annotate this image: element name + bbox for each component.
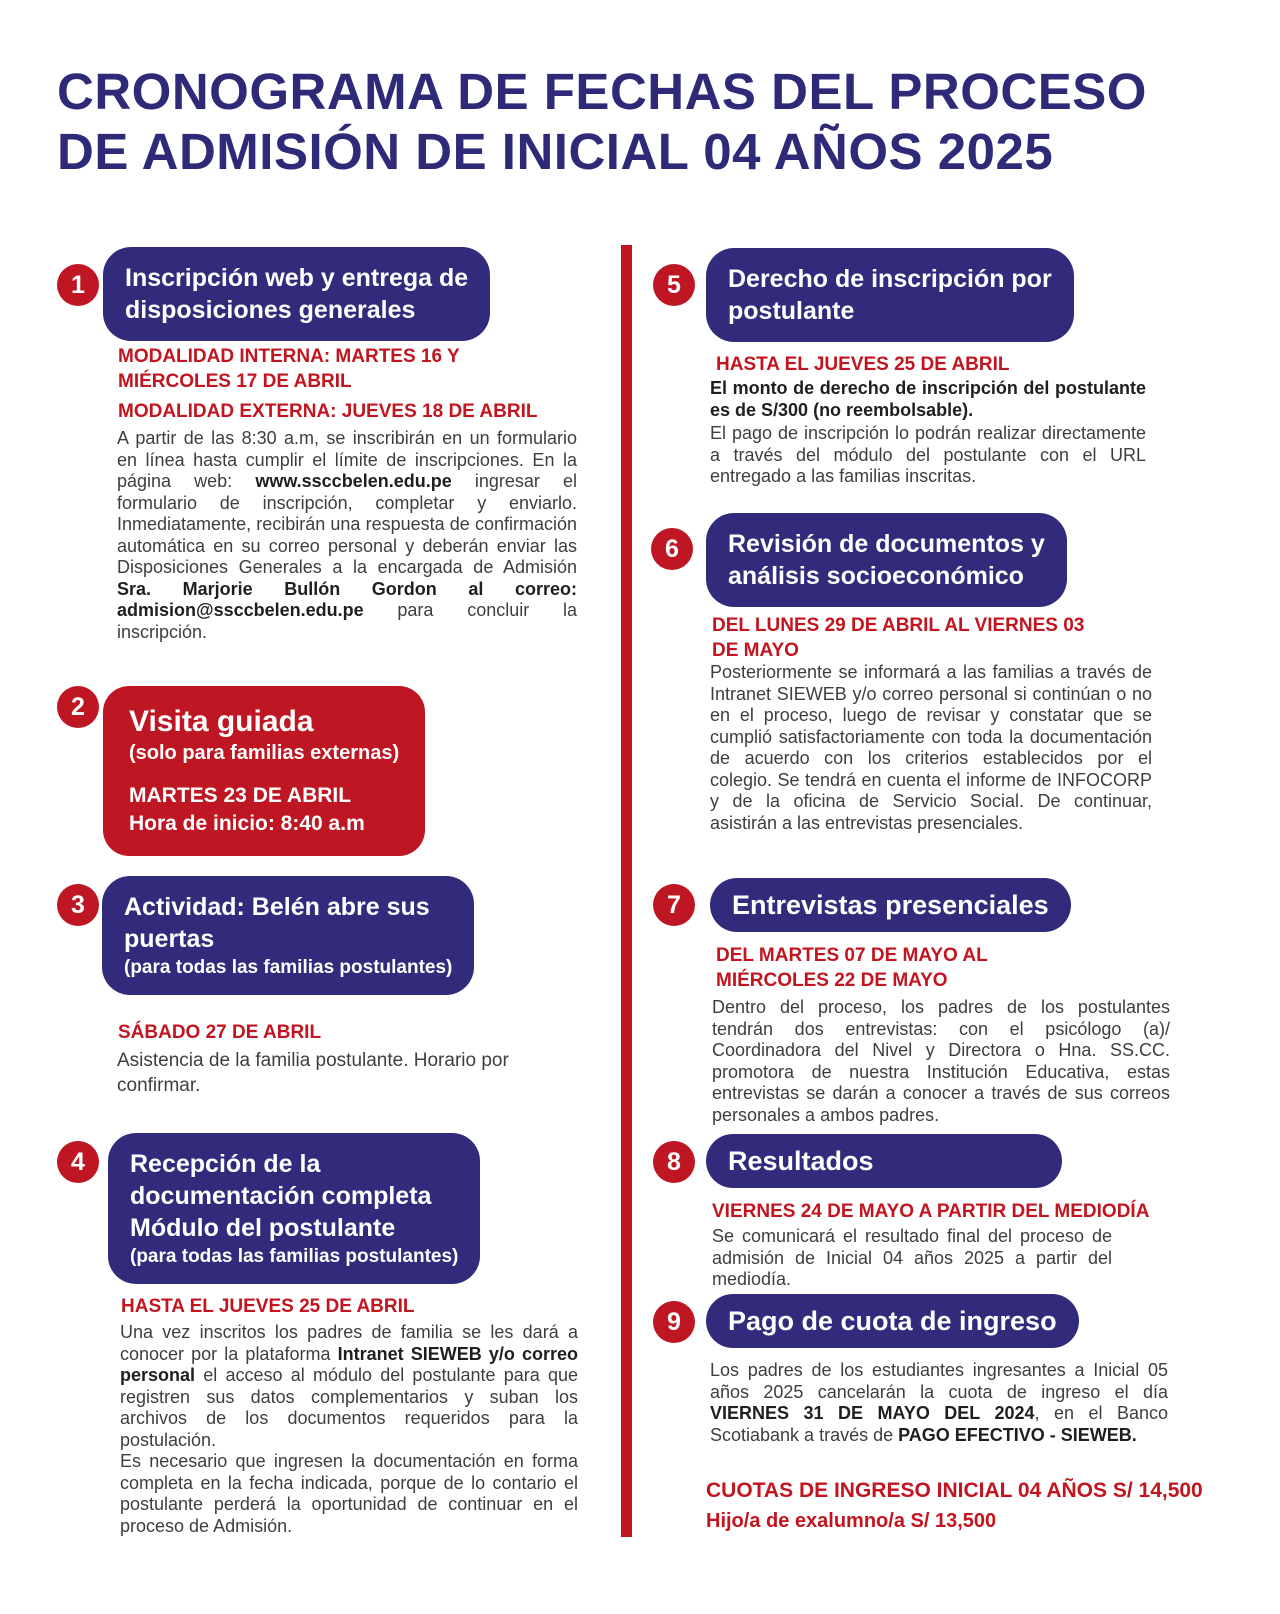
date-heading: MODALIDAD EXTERNA: JUEVES 18 DE ABRIL <box>118 401 538 422</box>
section-title-line: Pago de cuota de ingreso <box>728 1306 1057 1336</box>
section-title-line: disposiciones generales <box>125 296 416 324</box>
text-run-bold: PAGO EFECTIVO - SIEWEB. <box>898 1424 1137 1445</box>
date-heading: SÁBADO 27 DE ABRIL <box>118 1022 322 1043</box>
step-number-badge: 9 <box>653 1301 695 1343</box>
body-paragraph <box>710 1360 1168 1446</box>
step-number-badge: 5 <box>653 264 695 306</box>
section-title-line: Resultados <box>728 1146 874 1176</box>
text-run: ingresar el formulario de inscripción, completar y enviarlo. Inmediatamente, recibirán una respuesta de confirmación automática en su correo personal y deberán enviar las Disposiciones Generales a la encargada de Admisión <box>117 471 577 577</box>
text-run: Una vez inscritos los padres de familia se les dará a conocer por la plataforma <box>120 1322 578 1364</box>
section-title-line: documentación completa <box>130 1182 432 1210</box>
body-paragraph: Se comunicará el resultado final del proceso de admisión de Inicial 04 años 2025 a partir del mediodía. <box>712 1226 1112 1289</box>
section-title-line: Recepción de la <box>130 1150 321 1178</box>
step-number-badge: 3 <box>57 884 99 926</box>
section-title-line: análisis socioeconómico <box>728 562 1024 590</box>
section-header <box>706 248 1074 342</box>
date-heading: DEL MARTES 07 DE MAYO AL MIÉRCOLES 22 DE MAYO <box>716 945 988 991</box>
step-number-badge: 4 <box>57 1141 99 1183</box>
text-run: Los padres de los estudiantes ingresantes a Inicial 05 años 2025 cancelarán la cuota de ingreso el día <box>710 1360 1168 1402</box>
date-heading: HASTA EL JUEVES 25 DE ABRIL <box>716 354 1010 375</box>
section-header <box>103 247 490 341</box>
section-title-line: postulante <box>728 297 855 325</box>
body-paragraph: El pago de inscripción lo podrán realizar directamente a través del módulo del postulante con el URL entregado a las familias inscritas. <box>710 423 1146 486</box>
section-subtitle: (para todas las familias postulantes) <box>124 957 453 978</box>
page-title <box>57 62 1217 182</box>
section-header <box>706 513 1067 607</box>
step-number-badge: 2 <box>57 686 99 728</box>
step-number-badge: 7 <box>653 884 695 926</box>
section-card-visita <box>103 686 425 856</box>
body-paragraph: Es necesario que ingresen la documentación en forma completa en la fecha indicada, porque de lo contario el postulante perderá la oportunidad de continuar en el proceso de Admisión. <box>120 1451 578 1536</box>
text-run-bold: Intranet SIEWEB y/o correo personal <box>120 1343 578 1385</box>
body-paragraph <box>120 1322 578 1451</box>
text-run: para concluir la inscripción. <box>117 600 577 642</box>
card-subtitle: (solo para familias externas) <box>129 742 400 764</box>
body-paragraph: Dentro del proceso, los padres de los postulantes tendrán dos entrevistas: con el psicólogo (a)/ Coordinadora del Nivel y Directora o Hna. SS.CC. promotora de nuestra Institución Educativa, estas entrevistas se darán a conocer a través de sus correos personales a ambos padres. <box>712 997 1170 1125</box>
text-run-bold: VIERNES 31 DE MAYO DEL 2024 <box>710 1403 1035 1423</box>
date-heading: MODALIDAD INTERNA: MARTES 16 Y MIÉRCOLES 17 DE ABRIL <box>118 346 460 392</box>
body-paragraph <box>117 428 577 643</box>
text-run-bold: Sra. Marjorie Bullón Gordon al correo: admision@ssccbelen.edu.pe <box>117 578 577 620</box>
section-header <box>710 878 1071 932</box>
date-heading: DEL LUNES 29 DE ABRIL AL VIERNES 03 DE MAYO <box>712 615 1085 661</box>
text-run: A partir de las 8:30 a.m, se inscribirán en un formulario en línea hasta cumplir el límite de inscripciones. En la página web: <box>117 428 577 491</box>
date-heading: VIERNES 24 DE MAYO A PARTIR DEL MEDIODÍA <box>712 1201 1150 1222</box>
card-title: Visita guiada <box>129 705 314 738</box>
section-header <box>102 876 474 995</box>
section-title-line: Entrevistas presenciales <box>732 890 1049 920</box>
section-header <box>706 1134 1062 1188</box>
page-title-line: DE ADMISIÓN DE INICIAL 04 AÑOS 2025 <box>57 123 1054 180</box>
page-title-line: CRONOGRAMA DE FECHAS DEL PROCESO <box>57 63 1147 120</box>
text-run: , en el Banco Scotiabank a través de <box>710 1403 1168 1445</box>
text-run: el acceso al módulo del postulante para que registren sus datos complementarios y suban los archivos de los documentos requeridos para la postulación. <box>120 1365 578 1450</box>
section-title-line: Módulo del postulante <box>130 1214 396 1242</box>
fee-heading: CUOTAS DE INGRESO INICIAL 04 AÑOS S/ 14,500 <box>706 1479 1203 1502</box>
body-paragraph: Asistencia de la familia postulante. Horario por confirmar. <box>117 1050 509 1096</box>
section-header <box>108 1133 480 1284</box>
card-date: Hora de inicio: 8:40 a.m <box>129 812 365 835</box>
fee-subheading: Hijo/a de exalumno/a S/ 13,500 <box>706 1510 997 1532</box>
section-title-line: Revisión de documentos y <box>728 530 1045 558</box>
step-number-badge: 6 <box>651 528 693 570</box>
section-title-line: puertas <box>124 925 215 953</box>
section-title-line: Derecho de inscripción por <box>728 265 1052 293</box>
text-run-bold: www.ssccbelen.edu.pe <box>255 471 452 491</box>
body-paragraph: El monto de derecho de inscripción del postulante es de S/300 (no reembolsable). <box>710 378 1146 420</box>
spacer <box>129 766 399 782</box>
section-title-line: Inscripción web y entrega de <box>125 264 469 292</box>
step-number-badge: 8 <box>653 1141 695 1183</box>
section-header <box>706 1294 1079 1348</box>
card-date: MARTES 23 DE ABRIL <box>129 784 352 807</box>
section-subtitle: (para todas las familias postulantes) <box>130 1246 459 1267</box>
date-heading: HASTA EL JUEVES 25 DE ABRIL <box>121 1296 415 1317</box>
step-number-badge: 1 <box>57 264 99 306</box>
section-title-line: Actividad: Belén abre sus <box>124 893 430 921</box>
column-divider <box>621 245 632 1537</box>
body-paragraph: Posteriormente se informará a las familias a través de Intranet SIEWEB y/o correo personal si continúan o no en el proceso, luego de revisar y constatar que se cumplió satisfactoriamente con toda la documentación de acuerdo con los criterios establecidos por el colegio. Se tendrá en cuenta el informe de INFOCORP y de la oficina de Servicio Social. De continuar, asistirán a las entrevistas presenciales. <box>710 662 1152 833</box>
